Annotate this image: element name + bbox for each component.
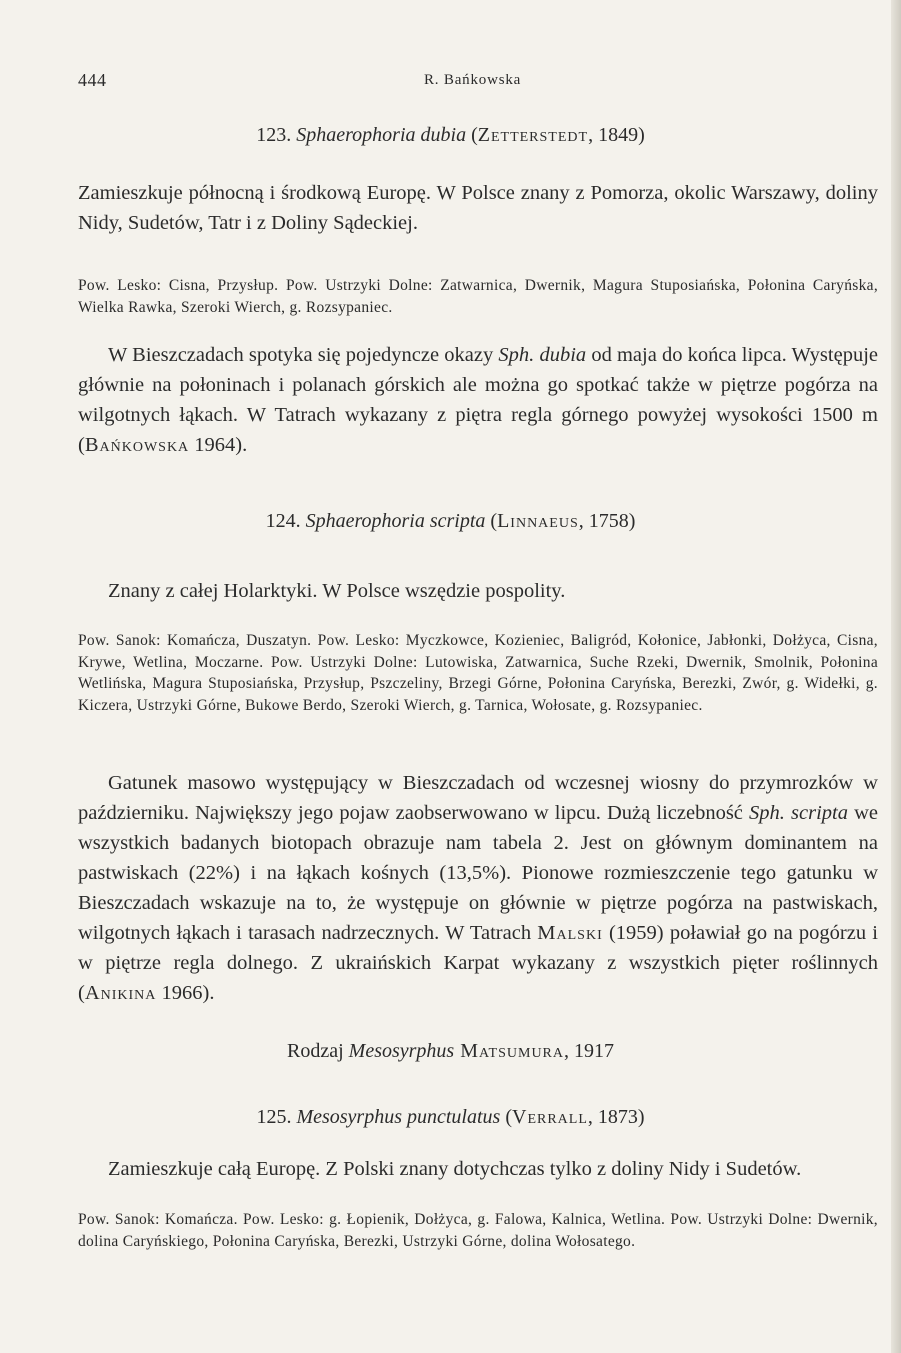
species-author: Zetterstedt [477, 124, 589, 146]
genus-name: Mesosyrphus [348, 1040, 455, 1062]
genus-heading: Rodzaj Mesosyrphus Matsumura, 1917 [287, 1040, 614, 1062]
species-heading-125: 125. Mesosyrphus punctulatus (Verrall, 1873) [256, 1106, 645, 1128]
species-name: Mesosyrphus punctulatus [296, 1106, 501, 1128]
running-head: R. Bańkowska [424, 72, 522, 88]
species-name: Sphaerophoria scripta [305, 510, 486, 532]
localities-paragraph: Pow. Lesko: Cisna, Przysłup. Pow. Ustrzyki Dolne: Zatwarnica, Dwernik, Magura Stuposiańska, Połonina Caryńska, Wielka Rawka, Szeroki Wierch, g. Rozsypaniec. [78, 277, 878, 316]
distribution-paragraph: Znany z całej Holarktyki. W Polsce wszędzie pospolity. [108, 580, 566, 602]
page-header [78, 70, 878, 94]
notes-paragraph: W Bieszczadach spotyka się pojedyncze okazy Sph. dubia od maja do końca lipca. Występuje głównie na połoninach i polanach górskich ale można go spotkać także w piętrze pogórza na wilgotnych łąkach. W Tatrach wykazany z piętra regla górnego powyżej wysokości 1500 m (Bańkowska 1964). [78, 344, 878, 456]
distribution-paragraph: Zamieszkuje całą Europę. Z Polski znany dotychczas tylko z doliny Nidy i Sudetów. [108, 1158, 802, 1180]
page-edge-shadow [891, 0, 901, 1353]
distribution-paragraph: Zamieszkuje północną i środkową Europę. W Polsce znany z Pomorza, okolic Warszawy, doliny Nidy, Sudetów, Tatr i z Doliny Sądeckiej. [78, 182, 878, 234]
page-number: 444 [78, 70, 107, 90]
species-author: Linnaeus [497, 510, 579, 532]
localities-paragraph: Pow. Sanok: Komańcza. Pow. Lesko: g. Łopienik, Dołżyca, g. Falowa, Kalnica, Wetlina. Pow. Ustrzyki Dolne: Dwernik, dolina Caryńskiego, Połonina Caryńska, Berezki, Ustrzyki Górne, dolina Wołosatego. [78, 1211, 878, 1250]
species-heading-123: 123. Sphaerophoria dubia (Zetterstedt, 1849) [256, 124, 645, 146]
genus-author: Matsumura [454, 1040, 564, 1062]
species-author: Verrall [512, 1106, 588, 1128]
localities-paragraph: Pow. Sanok: Komańcza, Duszatyn. Pow. Lesko: Myczkowce, Kozieniec, Baligród, Kołonice, Jabłonki, Dołżyca, Cisna, Krywe, Wetlina, Moczarne. Pow. Ustrzyki Dolne: Lutowiska, Zatwarnica, Suche Rzeki, Dwernik, Smolnik, Połonina Wetlińska, Magura Stuposiańska, Przysłup, Pszczeliny, Brzegi Górne, Połonina Caryńska, Berezki, Zwór, g. Widełki, g. Kiczera, Ustrzyki Górne, Bukowe Berdo, Szeroki Wierch, g. Tarnica, Wołosate, g. Rozsypaniec. [78, 632, 878, 714]
species-name: Sphaerophoria dubia [296, 124, 467, 146]
notes-paragraph: Gatunek masowo występujący w Bieszczadach od wczesnej wiosny do przymrozków w październiku. Największy jego pojaw zaobserwowano w lipcu. Dużą liczebność Sph. scripta we wszystkich badanych biotopach obrazuje nam tabela 2. Jest on głównym dominantem na pastwiskach (22%) i na łąkach kośnych (13,5%). Pionowe rozmieszczenie tego gatunku w Bieszczadach wskazuje na to, że występuje on głównie w piętrze pogórza na pastwiskach, wilgotnych łąkach i tarasach nadrzecznych. W Tatrach Malski (1959) poławiał go na pogórzu i w piętrze regla dolnego. Z ukraińskich Karpat wykazany z wszystkich pięter roślinnych (Anikina 1966). [78, 772, 878, 1004]
species-heading-124: 124. Sphaerophoria scripta (Linnaeus, 1758) [265, 510, 636, 532]
